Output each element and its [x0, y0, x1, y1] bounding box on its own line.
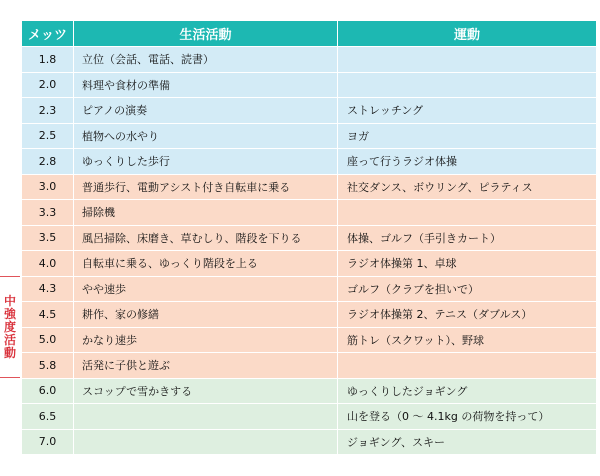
exercise: 山を登る（0 ～ 4.1kg の荷物を持って） [338, 404, 597, 430]
label-char: 活 [3, 332, 16, 347]
life-activity: かなり速歩 [74, 327, 338, 353]
life-activity: 自転車に乗る、ゆっくり階段を上る [74, 251, 338, 277]
header-row [22, 21, 597, 47]
exercise [338, 353, 597, 379]
table-row [22, 302, 597, 328]
life-activity: スコップで雪かきする [74, 378, 338, 404]
mets-value: 3.0 [22, 174, 74, 200]
life-activity: 掃除機 [74, 200, 338, 226]
mets-value: 3.5 [22, 225, 74, 251]
exercise: 社交ダンス、ボウリング、ピラティス [338, 174, 597, 200]
label-char: 動 [3, 345, 16, 360]
life-activity: ピアノの演奏 [74, 98, 338, 124]
mets-value: 4.5 [22, 302, 74, 328]
label-char: 中 [3, 293, 16, 308]
exercise: ジョギング、スキー [338, 429, 597, 455]
table-row [22, 174, 597, 200]
table-row [22, 47, 597, 73]
mets-value: 1.8 [22, 47, 74, 73]
exercise: ゴルフ（クラブを担いで） [338, 276, 597, 302]
life-activity [74, 404, 338, 430]
mets-value: 5.8 [22, 353, 74, 379]
mets-header: メッツ [22, 21, 74, 47]
mets-value: 2.0 [22, 72, 74, 98]
exercise: ラジオ体操第 1、卓球 [338, 251, 597, 277]
table-row [22, 72, 597, 98]
exercise: 体操、ゴルフ（手引きカート） [338, 225, 597, 251]
exercise: ラジオ体操第 2、テニス（ダブルス） [338, 302, 597, 328]
table-row [22, 98, 597, 124]
table-row [22, 200, 597, 226]
life-activity: 普通歩行、電動アシスト付き自転車に乗る [74, 174, 338, 200]
mets-value: 6.0 [22, 378, 74, 404]
life-activity [74, 429, 338, 455]
exercise [338, 200, 597, 226]
life-activity: 活発に子供と遊ぶ [74, 353, 338, 379]
mets-value: 2.5 [22, 123, 74, 149]
exercise: ストレッチング [338, 98, 597, 124]
mets-value: 5.0 [22, 327, 74, 353]
exercise-header: 運動 [338, 21, 597, 47]
exercise: ゆっくりしたジョギング [338, 378, 597, 404]
mets-value: 4.3 [22, 276, 74, 302]
mets-value: 3.3 [22, 200, 74, 226]
exercise [338, 72, 597, 98]
mets-table [21, 20, 597, 455]
life-activity: ゆっくりした歩行 [74, 149, 338, 175]
life-activity: 植物への水やり [74, 123, 338, 149]
table-row [22, 225, 597, 251]
table-row [22, 404, 597, 430]
table-row [22, 251, 597, 277]
mets-value: 7.0 [22, 429, 74, 455]
table-row [22, 353, 597, 379]
label-char: 強 [3, 306, 16, 321]
table-row [22, 149, 597, 175]
mets-value: 2.3 [22, 98, 74, 124]
life-activity: 料理や食材の準備 [74, 72, 338, 98]
life-activity: 耕作、家の修繕 [74, 302, 338, 328]
exercise [338, 47, 597, 73]
mets-value: 4.0 [22, 251, 74, 277]
exercise: ヨガ [338, 123, 597, 149]
mets-value: 6.5 [22, 404, 74, 430]
table-row [22, 378, 597, 404]
exercise: 筋トレ（スクワット）、野球 [338, 327, 597, 353]
table-row [22, 429, 597, 455]
moderate-intensity-label [0, 276, 20, 378]
life-activity-header: 生活活動 [74, 21, 338, 47]
label-char: 度 [3, 319, 16, 334]
table-row [22, 123, 597, 149]
mets-value: 2.8 [22, 149, 74, 175]
life-activity: やや速歩 [74, 276, 338, 302]
life-activity: 立位（会話、電話、読書） [74, 47, 338, 73]
table-row [22, 327, 597, 353]
life-activity: 風呂掃除、床磨き、草むしり、階段を下りる [74, 225, 338, 251]
exercise: 座って行うラジオ体操 [338, 149, 597, 175]
table-row [22, 276, 597, 302]
